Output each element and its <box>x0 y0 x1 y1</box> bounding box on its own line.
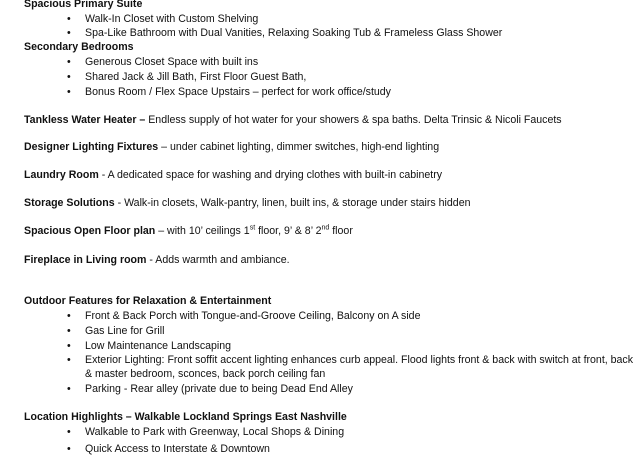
location-heading: Location Highlights – Walkable Lockland Springs East Nashville <box>24 411 347 423</box>
ordinal-superscript: st <box>249 224 256 232</box>
bullet-icon: • <box>67 383 71 395</box>
list-item-text: Exterior Lighting: Front soffit accent lighting enhances curb appeal. Flood lights front & back with switch at front, back & master bedroom, sconces, back porch ceiling fan <box>85 354 634 380</box>
feature-text: - A dedicated space for washing and drying clothes with built-in cabinetry <box>98 169 443 181</box>
list-item-text: Walkable to Park with Greenway, Local Shops & Dining <box>85 426 345 438</box>
bullet-icon: • <box>67 86 71 98</box>
fireplace-paragraph <box>24 253 290 267</box>
feature-text: Endless supply of hot water for your showers & spa baths. Delta Trinsic & Nicoli Faucets <box>145 114 562 126</box>
feature-label: Spacious Open Floor plan <box>24 225 156 237</box>
list-item-text: Generous Closet Space with built ins <box>85 56 259 68</box>
feature-label: Tankless Water Heater – <box>24 114 146 126</box>
list-item-text: Quick Access to Interstate & Downtown <box>85 443 270 455</box>
feature-label: Fireplace in Living room <box>24 254 147 266</box>
feature-text: – with 10’ ceilings 1 <box>155 225 250 237</box>
feature-text: floor <box>329 225 353 237</box>
list-item-text: Parking - Rear alley (private due to being Dead End Alley <box>85 383 353 395</box>
lighting-paragraph <box>24 140 439 154</box>
outdoor-heading: Outdoor Features for Relaxation & Entertainment <box>24 295 272 307</box>
bullet-icon: • <box>67 426 71 438</box>
list-item-text: Spa-Like Bathroom with Dual Vanities, Relaxing Soaking Tub & Frameless Glass Shower <box>85 27 503 39</box>
list-item-text: Front & Back Porch with Tongue-and-Groove Ceiling, Balcony on A side <box>85 310 421 322</box>
ordinal-superscript: nd <box>321 224 330 232</box>
feature-text: – under cabinet lighting, dimmer switches, high-end lighting <box>158 141 440 153</box>
list-item-text: Walk-In Closet with Custom Shelving <box>85 13 259 25</box>
bullet-icon: • <box>67 340 71 352</box>
bullet-icon: • <box>67 13 71 25</box>
bullet-icon: • <box>67 27 71 39</box>
bullet-icon: • <box>67 56 71 68</box>
bullet-icon: • <box>67 443 71 455</box>
bullet-icon: • <box>67 310 71 322</box>
laundry-paragraph <box>24 168 442 182</box>
feature-text: floor, 9’ & 8’ 2 <box>255 225 322 237</box>
feature-label: Storage Solutions <box>24 197 115 209</box>
bullet-icon: • <box>67 354 71 366</box>
secondary-bedrooms-heading: Secondary Bedrooms <box>24 41 134 53</box>
list-item-text: Gas Line for Grill <box>85 325 165 337</box>
list-item-text: Low Maintenance Landscaping <box>85 340 232 352</box>
bullet-icon: • <box>67 71 71 83</box>
feature-text: - Walk-in closets, Walk-pantry, linen, built ins, & storage under stairs hidden <box>114 197 471 209</box>
feature-label: Designer Lighting Fixtures <box>24 141 159 153</box>
feature-text: - Adds warmth and ambiance. <box>146 254 290 266</box>
list-item-text: Shared Jack & Jill Bath, First Floor Guest Bath, <box>85 71 307 83</box>
water-heater-paragraph <box>24 113 562 127</box>
feature-label: Laundry Room <box>24 169 99 181</box>
list-item-text: Bonus Room / Flex Space Upstairs – perfect for work office/study <box>85 86 391 98</box>
storage-paragraph <box>24 196 470 210</box>
floor-plan-paragraph <box>24 224 353 238</box>
bullet-icon: • <box>67 325 71 337</box>
primary-suite-heading: Spacious Primary Suite <box>24 0 143 10</box>
